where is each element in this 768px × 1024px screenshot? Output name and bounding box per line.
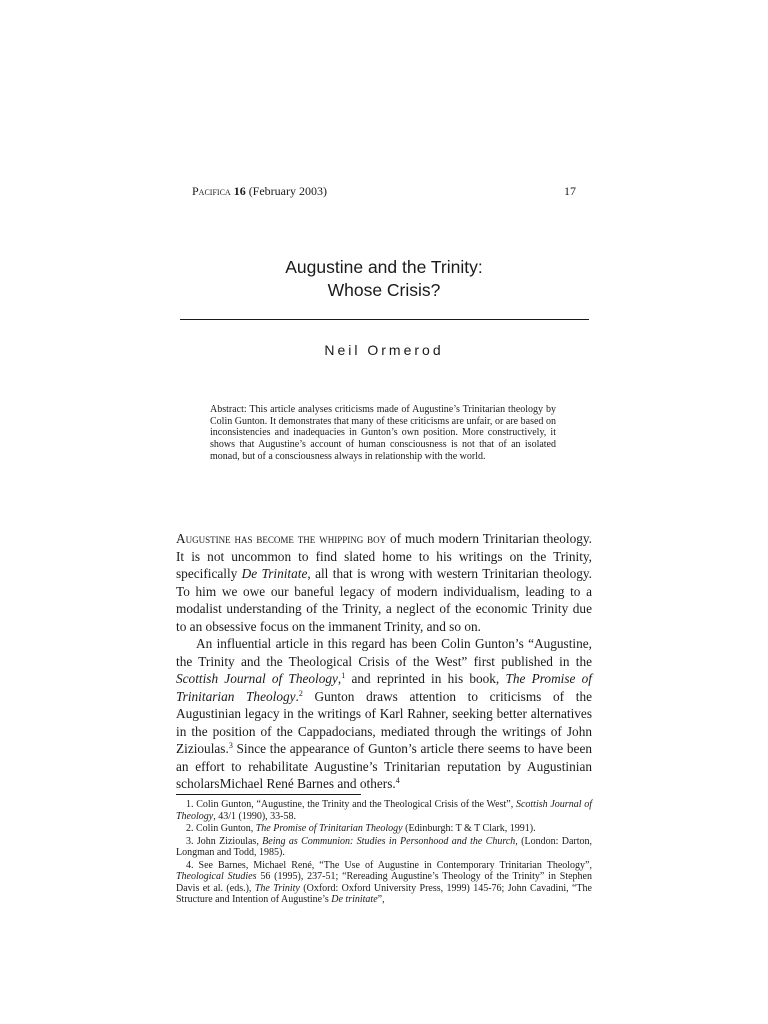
article-title-line-1: Augustine and the Trinity: bbox=[285, 257, 483, 277]
article-title-line-2: Whose Crisis? bbox=[327, 280, 441, 300]
abstract: Abstract: This article analyses criticisms made of Augustine’s Trinitarian theology by Colin Gunton. It demonstrates that many of these criticisms are unfair, or are based on inconsistencies and inadequacies in Gunton’s own position. More constructively, it shows that Augustine’s account of human consciousness is not that of an isolated monad, but of a consciousness always in relationship with the world. bbox=[210, 404, 556, 462]
text-run: and reprinted in his book, bbox=[345, 671, 506, 686]
text-run: 4. See Barnes, Michael René, “The Use of Augustine in Contemporary Trinitarian Theology”, bbox=[186, 859, 592, 871]
text-run: (London: Darton, Longman and Todd, 1985). bbox=[176, 835, 592, 858]
opening-small-caps: Augustine has become the whipping boy bbox=[176, 531, 387, 546]
text-run: An influential article in this regard has been Colin Gunton’s “Augustine, the Trinity and the Theological Crisis of the West” first published in the bbox=[176, 636, 592, 669]
footnote-ref-1[interactable]: 1 bbox=[341, 671, 346, 680]
italic-title: Being as Communion: Studies in Personhood and the Church, bbox=[262, 835, 518, 847]
footnote-1 bbox=[176, 799, 592, 822]
paragraph-2 bbox=[176, 635, 592, 793]
text-run: (Edinburgh: T & T Clark, 1991). bbox=[402, 823, 536, 834]
italic-title: The Promise of Trinitarian Theology bbox=[255, 823, 403, 834]
footnote-3 bbox=[176, 836, 592, 859]
text-run: Since the appearance of Gunton’s article there seems to have been an effort to rehabilitate Augustine’s Trinitarian reputation by Augustinian scholarsMichael René Barnes and others. bbox=[176, 741, 592, 791]
text-run: 56 (1995), 237-51; “Rereading Augustine’s Theology of the Trinity” in Stephen Davis et al. (eds.), bbox=[176, 871, 592, 894]
footnote-2 bbox=[176, 823, 592, 835]
text-run: Gunton draws attention to criticisms of the Augustinian legacy in the writings of Karl Rahner, seeking better alternatives in the position of the Cappadocians, mediated through the writings of John Zizioulas. bbox=[176, 688, 592, 756]
text-run: , all that is wrong with western Trinitarian theology. To him we owe our baneful legacy of modern individualism, leading to a modalist understanding of the Trinity, a neglect of the economic Trinity due to an obsessive focus on the immanent Trinity, and so on. bbox=[176, 566, 592, 634]
italic-title: The Promise of Trinitarian Theology bbox=[176, 671, 592, 704]
author-name: Neil Ormerod bbox=[324, 342, 444, 358]
italic-title: The Trinity bbox=[254, 882, 300, 894]
footnotes bbox=[176, 799, 592, 907]
text-run: 1. Colin Gunton, “Augustine, the Trinity and the Theological Crisis of the West”, bbox=[186, 799, 516, 810]
journal-name: Pacifica bbox=[192, 184, 231, 198]
footnote-ref-4[interactable]: 4 bbox=[395, 776, 400, 785]
italic-title: De Trinitate bbox=[241, 566, 308, 581]
footnote-ref-2[interactable]: 2 bbox=[298, 688, 303, 698]
text-run: (Oxford: Oxford University Press, 1999) 145-76; John Cavadini, “The Structure and Intention of Augustine’s bbox=[176, 882, 592, 905]
journal-volume: 16 bbox=[233, 184, 246, 198]
italic-title: Scottish Journal of Theology bbox=[176, 671, 338, 686]
italic-title: Theological Studies bbox=[176, 871, 257, 882]
italic-title: De trinitate bbox=[331, 894, 378, 905]
footnote-ref-3[interactable]: 3 bbox=[228, 741, 233, 750]
body-text bbox=[176, 530, 592, 793]
text-run: ”, bbox=[377, 894, 385, 905]
article-title bbox=[192, 256, 576, 302]
text-run: , 43/1 (1990), 33-58. bbox=[213, 810, 296, 822]
issue-date: (February 2003) bbox=[248, 184, 327, 198]
paragraph-1 bbox=[176, 530, 592, 635]
text-run: . bbox=[295, 688, 299, 704]
text-run: 2. Colin Gunton, bbox=[186, 823, 256, 834]
text-run: 3. John Zizioulas, bbox=[186, 835, 263, 847]
title-rule bbox=[180, 319, 589, 320]
footnote-4 bbox=[176, 860, 592, 906]
italic-title: Scottish Journal of Theology bbox=[176, 799, 592, 822]
running-head bbox=[192, 181, 576, 201]
page-number: 17 bbox=[564, 184, 576, 198]
footnote-rule bbox=[176, 794, 361, 795]
text-run: , bbox=[337, 671, 342, 686]
text-run: of much modern Trinitarian theology. It is not uncommon to find slated home to his writings on the Trinity, specifically bbox=[176, 531, 592, 581]
